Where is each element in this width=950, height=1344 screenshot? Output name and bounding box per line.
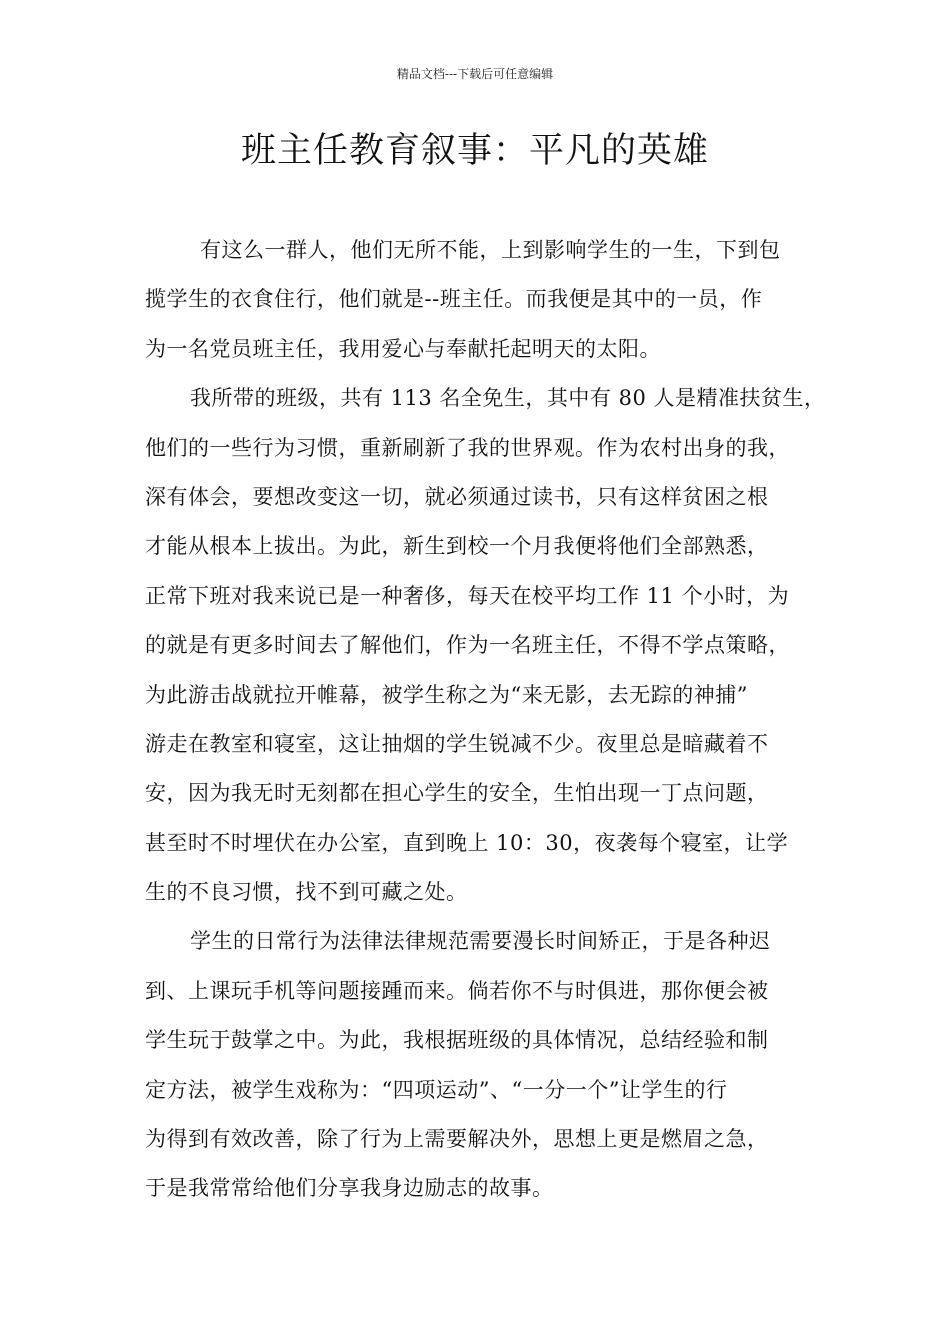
paragraph-2-line-11: 生的不良习惯，找不到可藏之处。	[145, 880, 468, 905]
paragraph-1-line-3: 为一名党员班主任，我用爱心与奉献托起明天的太阳。	[145, 336, 661, 361]
paragraph-1-line-2: 揽学生的衣食住行，他们就是--班主任。而我便是其中的一员，作	[145, 287, 763, 312]
paragraph-2-line-6: 的就是有更多时间去了解他们，作为一名班主任，不得不学点策略，	[145, 633, 790, 658]
paragraph-1-line-1: 有这么一群人，他们无所不能，上到影响学生的一生，下到包	[200, 238, 781, 262]
paragraph-2-line-4: 才能从根本上拔出。为此，新生到校一个月我便将他们全部熟悉，	[145, 534, 769, 559]
document-title: 班主任教育叙事：平凡的英雄	[240, 131, 709, 171]
paragraph-3-line-2: 到、上课玩手机等问题接踵而来。倘若你不与时俱进，那你便会被	[145, 978, 769, 1003]
paragraph-2-line-5: 正常下班对我来说已是一种奢侈，每天在校平均工作 11 个小时，为	[145, 583, 790, 608]
paragraph-3-line-1: 学生的日常行为法律法律规范需要漫长时间矫正，于是各种迟	[190, 929, 771, 954]
paragraph-2-line-9: 安，因为我无时无刻都在担心学生的安全，生怕出现一丁点问题，	[145, 781, 769, 806]
paragraph-2-line-1: 我所带的班级，共有 113 名全免生，其中有 80 人是精准扶贫生，	[190, 386, 826, 411]
paragraph-3-line-4: 定方法，被学生戏称为：“四项运动”、“一分一个”让学生的行	[145, 1077, 728, 1102]
paragraph-2-line-3: 深有体会，要想改变这一切，就必须通过读书，只有这样贫困之根	[145, 484, 769, 509]
header-note: 精品文档---下载后可任意编辑	[396, 67, 554, 81]
paragraph-3-line-5: 为得到有效改善，除了行为上需要解决外，思想上更是燃眉之急，	[145, 1127, 769, 1152]
paragraph-2-line-8: 游走在教室和寝室，这让抽烟的学生锐减不少。夜里总是暗藏着不	[145, 731, 769, 756]
paragraph-2-line-10: 甚至时不时埋伏在办公室，直到晚上 10：30，夜袭每个寝室，让学	[145, 830, 789, 855]
paragraph-3-line-6: 于是我常常给他们分享我身边励志的故事。	[145, 1176, 554, 1201]
document-body	[145, 226, 826, 1214]
paragraph-2-line-7: 为此游击战就拉开帷幕，被学生称之为“来无影，去无踪的神捕”	[145, 682, 748, 707]
paragraph-3-line-3: 学生玩于鼓掌之中。为此，我根据班级的具体情况，总结经验和制	[145, 1028, 769, 1053]
paragraph-2-line-2: 他们的一些行为习惯，重新刷新了我的世界观。作为农村出身的我，	[145, 435, 790, 460]
